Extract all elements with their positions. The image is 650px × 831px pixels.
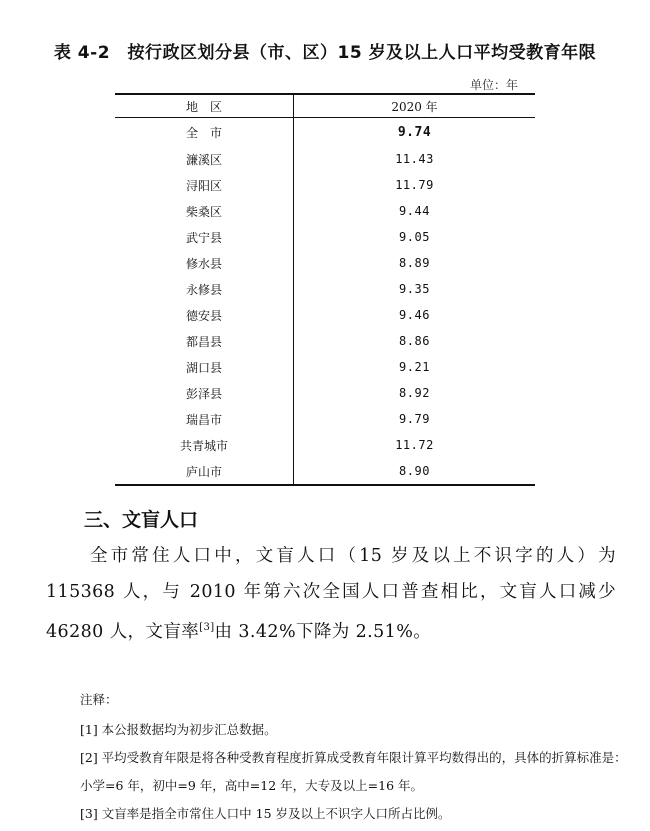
table-row — [115, 354, 535, 380]
row-area: 共青城市 — [115, 432, 294, 458]
row-value: 11.79 — [395, 178, 434, 192]
table-row — [115, 432, 535, 458]
row-value: 9.35 — [399, 282, 430, 296]
unit-label: 单位：年 — [470, 78, 519, 92]
table-row — [115, 224, 535, 250]
table-row — [115, 380, 535, 406]
row-area: 浔阳区 — [115, 172, 294, 198]
row-area: 都昌县 — [115, 328, 294, 354]
row-area: 全 市 — [115, 118, 294, 147]
row-value: 11.43 — [395, 152, 434, 166]
table-title: 表 4-2 按行政区划分县（市、区）15 岁及以上人口平均受教育年限 — [53, 43, 597, 63]
table-row — [115, 198, 535, 224]
row-value: 9.79 — [399, 412, 430, 426]
table-row — [115, 172, 535, 198]
table-row — [115, 276, 535, 302]
row-area: 庐山市 — [115, 458, 294, 485]
table-header-row — [115, 94, 535, 118]
row-value: 8.86 — [399, 334, 430, 348]
row-area: 德安县 — [115, 302, 294, 328]
row-value: 9.21 — [399, 360, 430, 374]
row-area: 永修县 — [115, 276, 294, 302]
paragraph-text: 全市常住人口中，文盲人口（15 岁及以上不识字的人）为 115368 人，与 2010 年第六次全国人口普查相比，文盲人口减少 46280 人，文盲率 — [46, 546, 616, 642]
note-item: [3] 文盲率是指全市常住人口中 15 岁及以上不识字人口所占比例。 — [80, 806, 451, 821]
row-area: 柴桑区 — [115, 198, 294, 224]
table-row — [115, 328, 535, 354]
section-paragraph — [46, 538, 616, 650]
education-table — [115, 93, 535, 486]
row-value: 11.72 — [395, 438, 434, 452]
row-area: 湖口县 — [115, 354, 294, 380]
notes-block — [80, 686, 635, 828]
note-item: [1] 本公报数据均为初步汇总数据。 — [80, 722, 277, 737]
row-area: 修水县 — [115, 250, 294, 276]
note-item: [2] 平均受教育年限是将各种受教育程度折算成受教育年限计算平均数得出的，具体的折算标准是：小学=6 年，初中=9 年，高中=12 年，大专及以上=16 年。 — [80, 750, 627, 793]
table-row — [115, 118, 535, 147]
row-value: 8.89 — [399, 256, 430, 270]
row-area: 瑞昌市 — [115, 406, 294, 432]
table-row — [115, 458, 535, 485]
row-area: 武宁县 — [115, 224, 294, 250]
row-area: 彭泽县 — [115, 380, 294, 406]
table-row — [115, 302, 535, 328]
paragraph-text-end: 由 3.42%下降为 2.51%。 — [214, 621, 432, 642]
row-value: 9.05 — [399, 230, 430, 244]
notes-label: 注释： — [80, 692, 118, 707]
row-value: 9.46 — [399, 308, 430, 322]
header-area: 地 区 — [115, 94, 294, 118]
row-value: 9.44 — [399, 204, 430, 218]
row-value: 8.90 — [399, 464, 430, 478]
row-value: 8.92 — [399, 386, 430, 400]
table-row — [115, 406, 535, 432]
table-row — [115, 146, 535, 172]
header-year: 2020 年 — [391, 99, 438, 114]
row-area: 濂溪区 — [115, 146, 294, 172]
footnote-ref[interactable]: [3] — [199, 622, 215, 633]
row-value: 9.74 — [397, 124, 432, 140]
table-row — [115, 250, 535, 276]
section-heading: 三、文盲人口 — [84, 509, 199, 531]
